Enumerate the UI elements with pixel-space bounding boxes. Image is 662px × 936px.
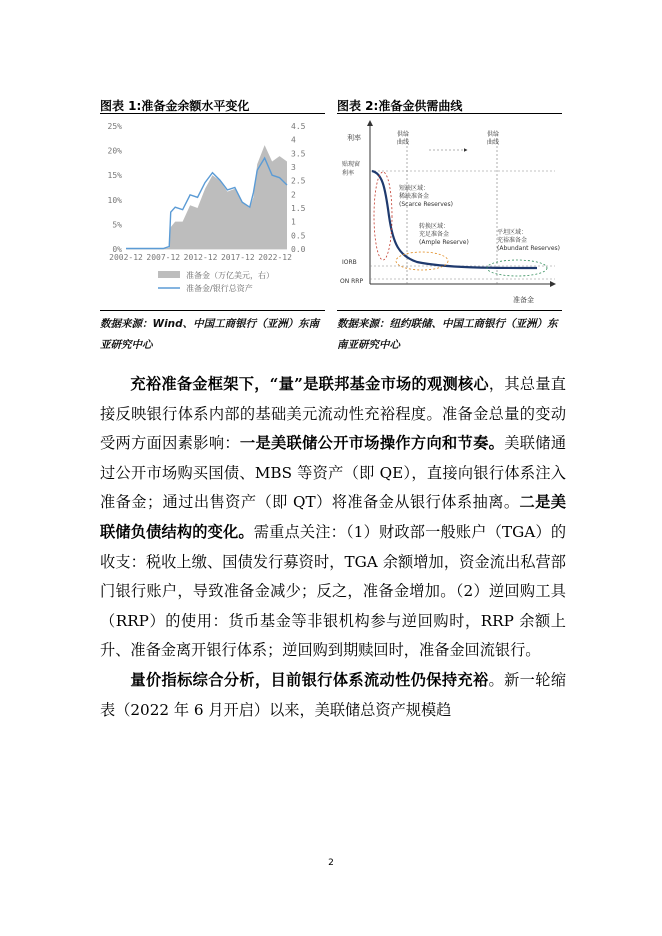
p1-bold-lead: 充裕准备金框架下，“量”是联邦基金市场的观测核心 — [130, 375, 489, 393]
right-tick-label: 0.5 — [291, 231, 306, 241]
figure1-title: 图表 1:准备金余额水平变化 — [100, 99, 250, 113]
right-tick-label: 4.5 — [291, 122, 306, 131]
ample-region-ellipse — [396, 252, 448, 270]
left-tick-label: 15% — [107, 171, 122, 181]
legend-area-swatch — [158, 271, 180, 278]
y-axis-label: 利率 — [347, 134, 361, 142]
legend-line-label: 准备金/银行总资产 — [186, 284, 253, 293]
abundant-label: 平坦区域：充裕准备金(Abundant Reserves) — [497, 229, 560, 252]
right-tick-label: 3 — [291, 163, 296, 172]
x-tick-label: 2007-12 — [146, 253, 181, 262]
paragraph-1 — [100, 370, 566, 666]
body-text — [100, 370, 566, 725]
figure2-title: 图表 2:准备金供需曲线 — [337, 99, 463, 113]
right-tick-label: 0.0 — [291, 245, 306, 254]
figure1-source: 数据来源：Wind、中国工商银行（亚洲）东南亚研究中心 — [100, 318, 320, 351]
x-tick-label: 2002-12 — [109, 253, 143, 262]
x-tick-label: 2017-12 — [220, 253, 255, 262]
right-tick-label: 4 — [291, 135, 296, 145]
figure1-chart — [100, 116, 325, 306]
figure2-top-rule — [337, 113, 562, 114]
x-tick-label: 2022-12 — [258, 253, 292, 262]
x-axis-label: 准备金 — [513, 296, 534, 304]
figure1-top-rule — [100, 113, 325, 114]
right-tick-label: 2 — [291, 190, 296, 200]
figure1-svg — [100, 116, 325, 306]
left-tick-label: 0% — [112, 245, 122, 254]
left-tick-label: 20% — [107, 146, 122, 156]
p2-text-a: 。新一轮缩表（2022 年 6 月开启）以来，美联储总资产规模趋 — [100, 670, 567, 719]
p2-bold-lead: 量价指标综合分析，目前银行体系流动性仍保持充裕 — [130, 670, 489, 689]
iorb-label: IORB — [342, 259, 357, 266]
paragraph-2 — [100, 666, 566, 725]
left-tick-label: 10% — [107, 195, 122, 205]
left-tick-label: 25% — [107, 122, 122, 131]
left-tick-label: 5% — [112, 220, 122, 230]
figure2-bottom-rule — [337, 310, 562, 311]
supply-label-2: 供给曲线 — [487, 131, 500, 146]
demand-curve — [372, 171, 537, 268]
p1-bold-2: 一是美联储公开市场操作方向和节奏。 — [239, 434, 505, 453]
figure2-source: 数据来源：纽约联储、中国工商银行（亚洲）东南亚研究中心 — [337, 318, 558, 351]
p1-bold-3: 二是美联储负债结构的变化。 — [100, 493, 566, 541]
figure2-svg — [337, 116, 562, 306]
discount-rate-label: 贴现窗利率 — [342, 161, 361, 177]
page-number: 2 — [328, 858, 334, 868]
right-tick-label: 2.5 — [291, 176, 306, 186]
p1-text-c: 需重点关注：（1）财政部一般账户（TGA）的收支：税收上缴、国债发行募资时，TGA 余额增加，资金流出私营部门银行账户，导致准备金减少；反之，准备金增加。（2）逆回购工具（RRP）的使用：货币基金等非银机构参与逆回购时，RRP 余额上升、准备金离开银行体系；逆回购到期赎回时，准备金回流银行。 — [100, 522, 567, 660]
legend-area-label: 准备金（万亿美元，右） — [186, 271, 274, 280]
on-rrp-label: ON RRP — [340, 278, 364, 285]
x-tick-label: 2012-12 — [183, 253, 218, 262]
figure1-bottom-rule — [100, 310, 325, 311]
figure2-diagram — [337, 116, 562, 306]
scarce-label: 短缺区域：稀缺准备金(Scarce Reserves) — [399, 185, 453, 208]
right-tick-label: 3.5 — [291, 149, 306, 159]
right-tick-label: 1 — [291, 217, 296, 227]
right-tick-label: 1.5 — [291, 204, 306, 213]
supply-label-1: 供给曲线 — [397, 131, 410, 146]
ample-label: 转换区域：充足准备金(Ample Reserve) — [419, 223, 469, 246]
p1-text-a: ，其总量直接反映银行体系内部的基础美元流动性充裕程度。准备金总量的变动受两方面因素影响： — [100, 375, 566, 453]
p1-text-b: 美联储通过公开市场购买国债、MBS 等资产（即 QE），直接向银行体系注入准备金；通过出售资产（即 QT）将准备金从银行体系抽离。 — [100, 434, 567, 512]
